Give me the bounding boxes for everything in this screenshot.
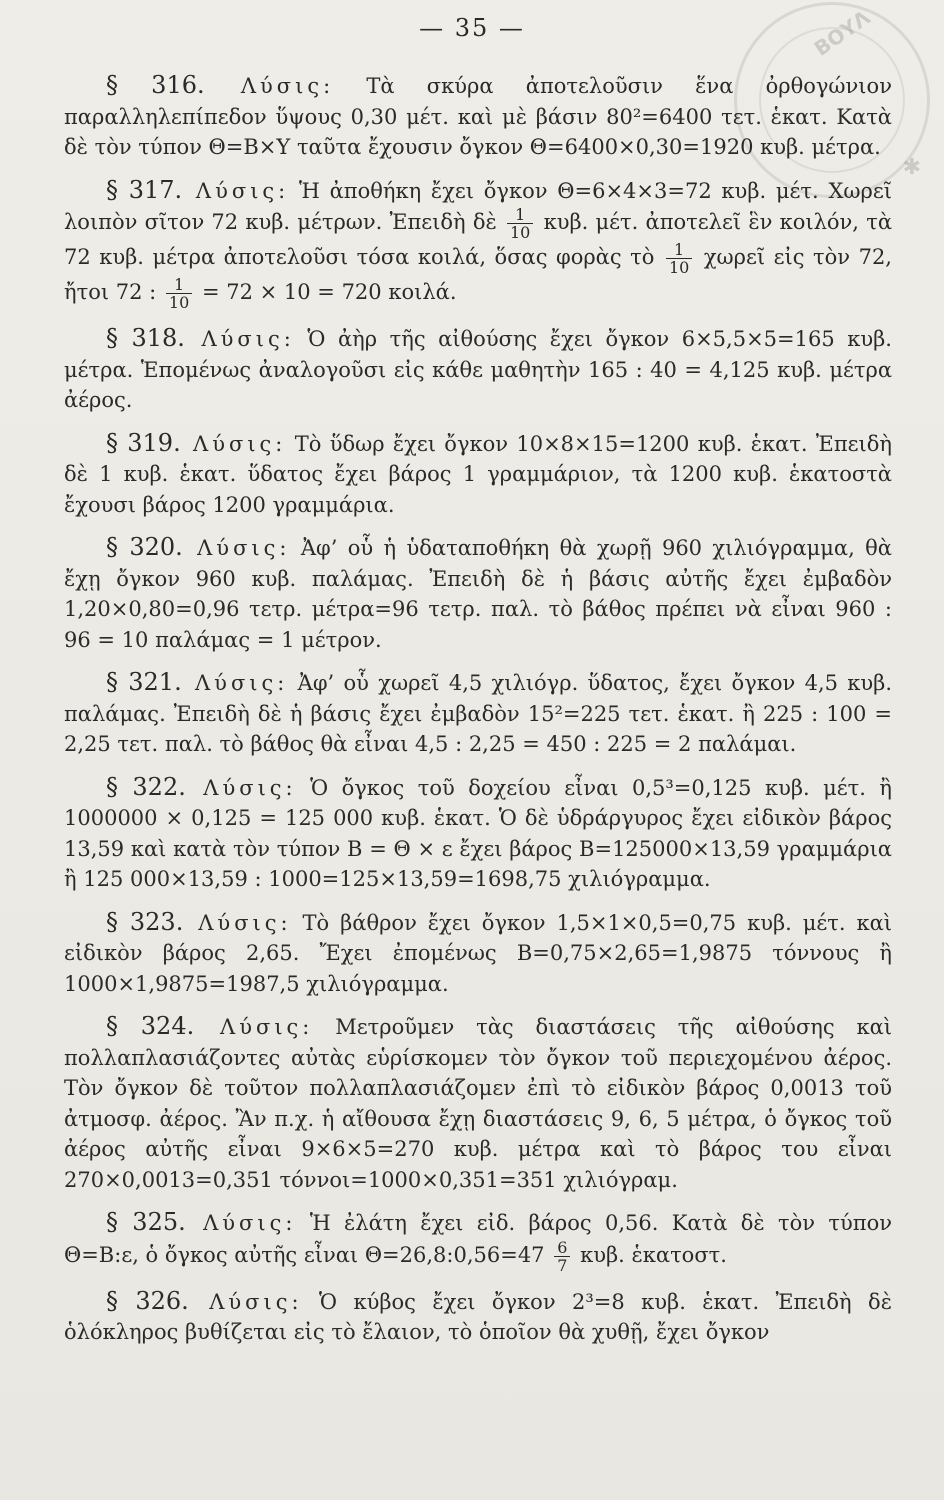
paragraph-321 [64,667,892,760]
paragraph-324 [64,1011,892,1195]
paragraph-322 [64,772,892,895]
solution-label: Λύσις: [195,671,289,695]
fraction-numerator: 6 [554,1239,570,1257]
paragraph-320 [64,532,892,655]
paragraph-text: χωρεῖ εἰς τὸν 72, ἤτοι 72 : [64,245,892,304]
fraction-one-tenth [666,241,692,276]
fraction-denominator: 7 [557,1255,568,1275]
fraction-numerator: 1 [666,241,692,259]
paragraph-text: Ἡ ἀποθήκη ἔχει ὄγκον Θ=6×4×3=72 κυβ. μέτ. Χωρεῖ λοιπὸν σῖτον 72 κυβ. μέτρων. Ἐπειδὴ δὲ [64,178,892,234]
fraction-one-tenth [507,206,533,241]
solutions-text [64,70,892,1360]
solution-label: Λύσις: [209,1289,303,1314]
paragraph-text: Ἀφ’ οὗ χωρεῖ 4,5 χιλιόγρ. ὕδατος, ἔχει ὄγκον 4,5 κυβ. παλάμας. Ἐπειδὴ δὲ ἡ βάσις ἔχει ἐμβαδὸν 15²=225 τετ. ἑκατ. ἢ 225 : 100 = 2,25 τετ. παλ. τὸ βάθος θὰ εἶναι 4,5 : 2,25 = 450 : 225 = 2 παλάμαι. [64,671,892,756]
solution-label: Λύσις: [240,74,335,98]
paragraph-text: Ὁ ὄγκος τοῦ δοχείου εἶναι 0,5³=0,125 κυβ. μέτ. ἢ 1000000 × 0,125 = 125 000 κυβ. ἑκατ. Ὁ δὲ ὑδράργυρος ἔχει εἰδικὸν βάρος 13,59 καὶ κατὰ τὸν τύπον Β = Θ × ε ἔχει βάρος Β=125000×13,59 γραμμάρια ἢ 125 000×13,59 : 1000=125×13,59=1698,75 χιλιόγραμμα. [64,775,892,891]
solution-label: Λύσις: [203,775,297,800]
fraction-denominator: 10 [510,223,531,242]
fraction-denominator: 10 [168,293,190,312]
paragraph-text: Ὁ ἀὴρ τῆς αἰθούσης ἔχει ὄγκον 6×5,5×5=165 κυβ. μέτρα. Ἑπομένως ἀναλογοῦσι εἰς κάθε μαθητὴν 165 : 40 = 4,125 κυβ. μέτρα ἀέρος. [64,327,892,412]
paragraph-319 [64,428,892,521]
paragraph-text: Τὰ σκύρα ἀποτελοῦσιν ἕνα ὀρθογώνιον παραλληλεπίπεδον ὕψους 0,30 μέτ. καὶ μὲ βάσιν 80²=6400 τετ. ἑκατ. Κατὰ δὲ τὸν τύπον Θ=Β×Υ ταῦτα ἔχουσιν ὄγκον Θ=6400×0,30=1920 κυβ. μέτρα. [64,74,892,159]
solution-label: Λύσις: [195,178,290,203]
section-number: § 316. [106,71,205,99]
paragraph-325 [64,1207,892,1274]
section-number: § 320. [106,533,183,561]
solution-label: Λύσις: [197,536,291,560]
paragraph-text: Μετροῦμεν τὰς διαστάσεις τῆς αἰθούσης καὶ πολλαπλασιάζοντες αὐτὰς εὑρίσκομεν τὸν ὄγκον τοῦ περιεχομένου ἀέρος. Τὸν ὄγκον δὲ τοῦτον πολλαπλασιάζομεν ἐπὶ τὸ εἰδικὸν βάρος 0,0013 τοῦ ἀτμοσφ. ἀέρος. Ἂν π.χ. ἡ αἴθουσα ἔχῃ διαστάσεις 9, 6, 5 μέτρα, ὁ ὄγκος τοῦ ἀέρος αὐτῆς εἶναι 9×6×5=270 κυβ. μέτρα καὶ τὸ βάρος του εἶναι 270×0,0013=0,351 τόννοι=1000×0,351=351 χιλιόγραμ. [64,1015,892,1192]
solution-label: Λύσις: [193,431,287,456]
paragraph-text: Τὸ ὕδωρ ἔχει ὄγκον 10×8×15=1200 κυβ. ἑκατ. Ἐπειδὴ δὲ 1 κυβ. ἑκατ. ὕδατος ἔχει βάρος 1 γραμμάριον, τὰ 1200 κυβ. ἑκατοστὰ ἔχουσι βάρος 1200 γραμμάρια. [64,431,892,517]
section-number: § 324. [106,1012,195,1040]
section-number: § 318. [106,324,185,352]
section-number: § 319. [106,428,181,457]
paragraph-text: Τὸ βάθρον ἔχει ὄγκον 1,5×1×0,5=0,75 κυβ. μέτ. καὶ εἰδικὸν βάρος 2,65. Ἔχει ἐπομένως Β=0,75×2,65=1,9875 τόννους ἢ 1000×1,9875=1987,5 χιλιόγραμμα. [64,910,892,996]
section-number: § 321. [106,668,182,696]
paragraph-text: κυβ. ἑκατοστ. [580,1242,727,1267]
paragraph-318 [64,323,892,416]
solution-label: Λύσις: [203,1211,297,1235]
fraction-denominator: 10 [668,258,690,277]
paragraph-316 [64,70,892,163]
solution-label: Λύσις: [220,1015,314,1039]
paragraph-text: Ἡ ἐλάτη ἔχει εἰδ. βάρος 0,56. Κατὰ δὲ τὸν τύπον Θ=Β:ε, ὁ ὄγκος αὐτῆς εἶναι Θ=26,8:0,56=47 [64,1211,892,1267]
section-number: § 323. [106,907,184,936]
fraction-numerator: 1 [507,206,533,224]
section-number: § 317. [106,175,183,204]
paragraph-326 [64,1286,892,1348]
paragraph-317 [64,175,892,312]
section-number: § 325. [106,1208,186,1236]
solution-label: Λύσις: [201,327,295,351]
fraction-six-sevenths [554,1239,570,1274]
paragraph-text: = 72 × 10 = 720 κοιλά. [201,280,457,304]
paragraph-text: Ὁ κύβος ἔχει ὄγκον 2³=8 κυβ. ἑκατ. Ἐπειδὴ δὲ ὁλόκληρος βυθίζεται εἰς τὸ ἔλαιον, τὸ ὁποῖον θὰ χυθῇ, ἔχει ὄγκον [64,1289,892,1344]
paragraph-text: κυβ. μέτ. ἀποτελεῖ ἓν κοιλόν, τὰ 72 κυβ. μέτρα ἀποτελοῦσι τόσα κοιλά, ὅσας φορὰς τὸ [64,210,892,269]
solution-label: Λύσις: [198,910,292,935]
stamp-star-icon: ✱ [902,155,921,180]
stamp-text: ΒΟΥΛ [809,5,875,61]
paragraph-323 [64,907,892,1000]
fraction-numerator: 1 [166,276,192,294]
paragraph-text: Ἀφ’ οὗ ἡ ὑδαταποθήκη θὰ χωρῇ 960 χιλιόγραμμα, θὰ ἔχῃ ὄγκον 960 κυβ. παλάμας. Ἐπειδὴ δὲ ἡ βάσις αὐτῆς ἔχει ἐμβαδὸν 1,20×0,80=0,96 τετρ. μέτρα=96 τετρ. παλ. τὸ βάθος πρέπει νὰ εἶναι 960 : 96 = 10 παλάμας = 1 μέτρον. [64,536,892,652]
fraction-one-tenth [166,276,192,311]
section-number: § 326. [106,1286,189,1315]
page-number: — 35 — [419,14,525,42]
section-number: § 322. [106,772,186,801]
